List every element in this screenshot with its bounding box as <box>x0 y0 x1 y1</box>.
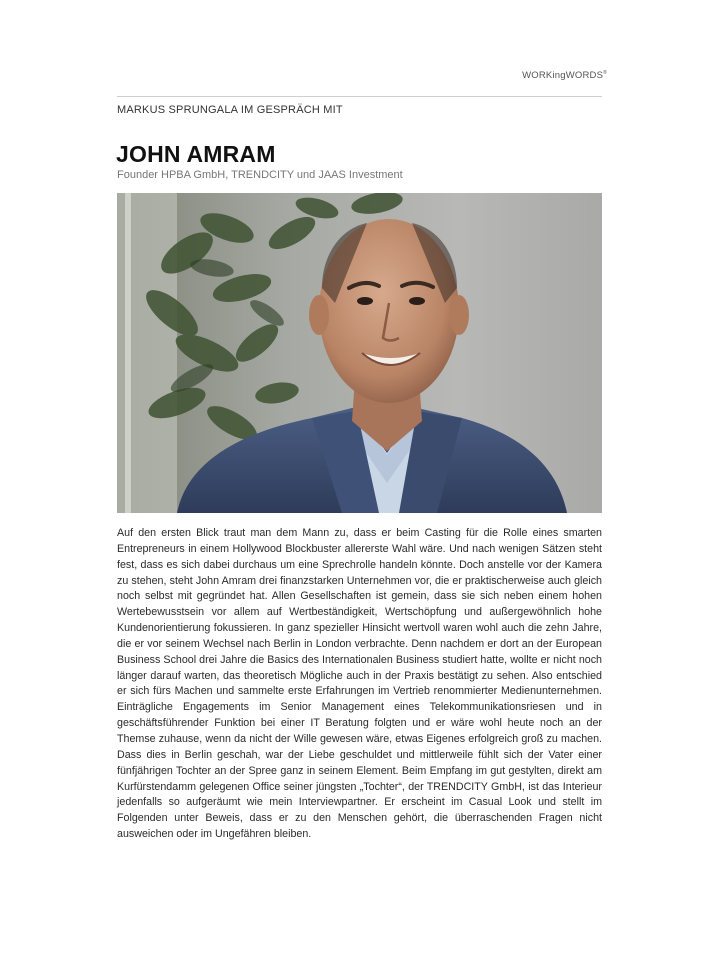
portrait-photo <box>117 193 602 513</box>
interviewee-name: JOHN AMRAM <box>116 141 276 167</box>
article-body: Auf den ersten Blick traut man dem Mann zu, dass er beim Casting für die Rolle eines smarten Entrepreneurs in einem Hollywood Blockbuster allererste Wahl wäre. Und nach wenigen Sätzen steht fest, dass es sich dabei durchaus um eine Sprechrolle handeln könnte. Doch anstelle vor der Kamera zu stehen, steht John Amram drei finanzstarken Unternehmen vor, die er praktischerweise auch gleich noch selbst mit gegründet hat. Allen Gesellschaften ist gemein, dass sie sich neben einem hohen Wertebewusstsein vor allem auf Wertbeständigkeit, Wertschöpfung und außergewöhnlich hohe Kundenorientierung fokussieren. In ganz spezieller Hinsicht wertvoll waren wohl auch die zehn Jahre, die er vor seinem Wechsel nach Berlin in London verbrachte. Denn nachdem er dort an der European Business School drei Jahre die Basics des Internationalen Business studiert hatte, wollte er nicht noch länger darauf warten, das theoretisch Mögliche auch in der Praxis bestätigt zu sehen. Also entschied er sich fürs Machen und sammelte erste Erfahrungen im Vertrieb renommierter Medienunternehmen. Einträgliche Engagements im Senior Management eines Telekommunikationsriesen und in geschäftsführender Funktion bei einer IT Beratung folgten und er wäre wohl heute noch an der Themse zuhause, wenn da nicht der Wille gewesen wäre, etwas Eigenes erfolgreich groß zu machen. Dass dies in Berlin geschah, war der Liebe geschuldet und mittlerweile fühlt sich der Vater einer fünfjährigen Tochter an der Spree ganz in seinem Element. Beim Empfang im gut gestylten, direkt am Kurfürstendamm gelegenen Office seiner jüngsten „Tochter“, der TRENDCITY GmbH, ist das Interieur jedenfalls so aufgeräumt wie mein Interviewpartner. Er erscheint im Casual Look und stellt im Folgenden unter Beweis, dass er zu den Menschen gehört, die überraschenden Fragen nicht ausweichen oder im Ungefähren bleiben. <box>117 527 602 841</box>
interviewee-role: Founder HPBA GmbH, TRENDCITY und JAAS Investment <box>117 169 403 181</box>
registered-mark: ® <box>603 70 607 76</box>
portrait-illustration <box>117 193 602 513</box>
article-kicker: MARKUS SPRUNGALA IM GESPRÄCH MIT <box>117 104 343 116</box>
brand-name: WORKingWORDS <box>522 70 604 82</box>
header-divider <box>117 96 602 97</box>
brand-logo <box>522 70 607 81</box>
